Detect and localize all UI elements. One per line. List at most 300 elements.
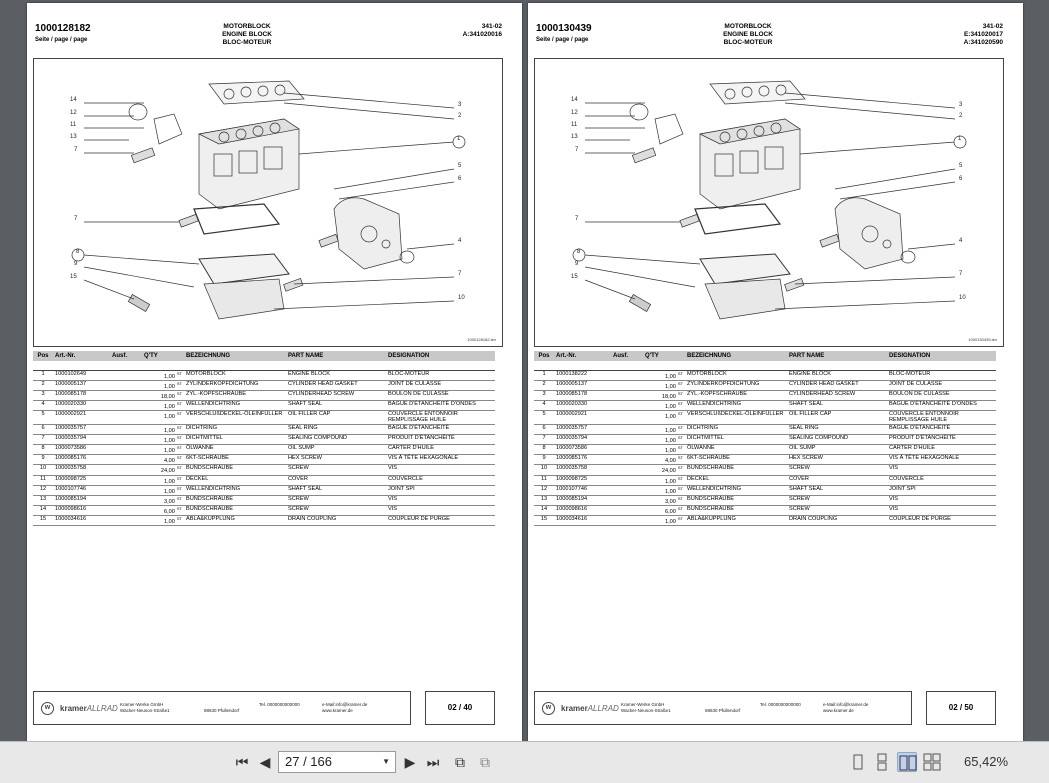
cell-designation xyxy=(887,465,996,475)
cell-designation-text: BOULON DE CULASSE xyxy=(889,390,950,397)
cell-part-name xyxy=(787,485,887,495)
viewer-toolbar xyxy=(0,741,1049,783)
cell-part-name xyxy=(787,370,887,380)
cell-qty xyxy=(643,380,685,390)
cell-designation-text: VIS xyxy=(388,505,398,512)
cell-designation-text: COUVERCLE ENTONNOIR REMPLISSAGE HUILE xyxy=(889,411,959,424)
cell-art-nr-text: 1000098616 xyxy=(556,505,588,512)
cell-qty xyxy=(643,516,685,526)
table-row xyxy=(534,495,996,505)
company-name: Kramer-Werke GmbH xyxy=(120,702,164,707)
cell-bezeichnung xyxy=(685,455,787,465)
cell-designation xyxy=(386,390,495,400)
cell-designation-text: JOINT SPI xyxy=(388,485,415,492)
cell-bezeichnung xyxy=(685,424,787,434)
table-row xyxy=(33,465,495,475)
cell-part-name xyxy=(787,505,887,515)
cell-bezeichnung-text: WELLENDICHTRING xyxy=(687,485,742,492)
table-row xyxy=(534,390,996,400)
drawing-reference: 1000128182.tex xyxy=(467,337,496,342)
cell-designation-text: BAGUE D'ÉTANCHÉITÉ xyxy=(889,424,951,431)
cell-unit: ST xyxy=(176,445,182,451)
col-ausf: Ausf. xyxy=(110,351,142,361)
cell-pos-text: 5 xyxy=(542,411,546,418)
cell-ausf xyxy=(611,445,643,455)
cell-designation-text: COUVERCLE xyxy=(388,475,423,482)
cell-designation-text: VIS À TÊTE HEXAGONALE xyxy=(889,455,960,462)
cell-designation xyxy=(887,424,996,434)
cell-ausf xyxy=(110,424,142,434)
cell-designation-text: VIS À TÊTE HEXAGONALE xyxy=(388,455,459,462)
cell-bezeichnung xyxy=(184,400,286,410)
title-en: ENGINE BLOCK xyxy=(723,31,773,38)
cell-designation xyxy=(386,424,495,434)
cell-art-nr xyxy=(53,516,110,526)
cell-bezeichnung xyxy=(184,465,286,475)
page-number-box: 02 / 40 xyxy=(425,691,495,725)
cell-ausf xyxy=(110,390,142,400)
page-number-box: 02 / 50 xyxy=(926,691,996,725)
cell-qty xyxy=(142,380,184,390)
cell-part-name-text: COVER xyxy=(789,475,809,482)
cell-art-nr-text: 1000085194 xyxy=(556,495,588,502)
cell-pos xyxy=(534,424,554,434)
cell-designation-text: BLOC-MOTEUR xyxy=(388,370,430,377)
company-name: Kramer-Werke GmbH xyxy=(621,702,665,707)
cell-qty xyxy=(643,411,685,425)
cell-part-name-text: SEALING COMPOUND xyxy=(789,434,849,441)
cell-pos xyxy=(534,390,554,400)
title-en: ENGINE BLOCK xyxy=(222,31,272,38)
cell-ausf xyxy=(110,465,142,475)
cell-art-nr xyxy=(554,465,611,475)
cell-designation-text: PRODUIT D'ÉTANCHÉITÉ xyxy=(889,434,956,441)
rotate-right-icon[interactable]: ⧉ xyxy=(480,754,490,770)
cell-ausf xyxy=(611,516,643,526)
cell-qty-text: 4,00 xyxy=(664,458,676,465)
table-row xyxy=(534,424,996,434)
cell-bezeichnung xyxy=(685,390,787,400)
cell-unit: ST xyxy=(176,370,182,376)
cell-qty-text: 1,00 xyxy=(163,427,175,434)
cell-pos-text: 4 xyxy=(41,400,45,407)
cell-bezeichnung xyxy=(184,370,286,380)
brand-name xyxy=(60,704,118,713)
callout-label: 1 xyxy=(457,136,461,142)
callout-label: 4 xyxy=(959,238,963,244)
cell-part-name xyxy=(787,424,887,434)
cell-bezeichnung xyxy=(685,485,787,495)
cell-art-nr xyxy=(53,434,110,444)
cell-art-nr-text: 1000034616 xyxy=(556,516,588,523)
cell-unit: ST xyxy=(677,505,683,511)
callout-label: 10 xyxy=(959,295,966,301)
cell-unit: ST xyxy=(176,434,182,440)
cell-part-name-text: SCREW xyxy=(789,465,810,472)
cell-unit: ST xyxy=(677,495,683,501)
cell-art-nr xyxy=(53,370,110,380)
cell-unit: ST xyxy=(677,411,683,417)
cell-qty xyxy=(142,475,184,485)
cell-part-name-text: OIL FILLER CAP xyxy=(288,411,331,418)
single-page-view-icon[interactable] xyxy=(848,752,868,772)
cell-art-nr-text: 1000005137 xyxy=(556,380,588,387)
cell-designation xyxy=(386,495,495,505)
cell-bezeichnung-text: DICHTRING xyxy=(186,424,218,431)
cell-qty xyxy=(643,445,685,455)
cell-pos xyxy=(33,505,53,515)
cell-part-name-text: CYLINDER HEAD GASKET xyxy=(288,380,358,387)
col-designation: DESIGNATION xyxy=(386,351,495,361)
cell-pos xyxy=(534,485,554,495)
callout-label: 14 xyxy=(571,97,578,103)
cell-ausf xyxy=(611,370,643,380)
cell-art-nr xyxy=(554,475,611,485)
table-row xyxy=(33,485,495,495)
table-row xyxy=(534,411,996,425)
cell-part-name-text: ENGINE BLOCK xyxy=(288,370,330,377)
cell-designation xyxy=(386,370,495,380)
cell-designation-text: VIS xyxy=(889,505,899,512)
next-page-icon[interactable]: ▶ xyxy=(404,754,416,770)
cell-qty-text: 1,00 xyxy=(664,383,676,390)
cell-bezeichnung xyxy=(685,380,787,390)
table-row xyxy=(534,445,996,455)
cell-art-nr-text: 1000035757 xyxy=(556,424,588,431)
cell-part-name xyxy=(286,495,386,505)
cell-part-name xyxy=(787,465,887,475)
cell-qty-text: 24,00 xyxy=(160,468,175,475)
continuous-view-icon[interactable] xyxy=(872,752,892,772)
cell-part-name-text: CYLINDERHEAD SCREW xyxy=(789,390,856,397)
callout-label: 7 xyxy=(458,271,462,277)
callout-label: 2 xyxy=(959,113,963,119)
cell-unit: ST xyxy=(176,390,182,396)
cell-qty-text: 18,00 xyxy=(661,393,676,400)
cell-pos-text: 8 xyxy=(542,445,546,452)
cell-designation xyxy=(887,516,996,526)
cell-art-nr-text: 1000098616 xyxy=(55,505,87,512)
cell-bezeichnung xyxy=(184,455,286,465)
cell-part-name-text: DRAIN COUPLING xyxy=(789,516,838,523)
ref-group: 341-02 xyxy=(481,23,502,30)
cell-unit: ST xyxy=(677,380,683,386)
cell-pos xyxy=(534,445,554,455)
cell-ausf xyxy=(611,411,643,425)
cell-bezeichnung-text: DICHTMITTEL xyxy=(687,434,724,441)
cell-designation xyxy=(887,370,996,380)
table-row xyxy=(33,475,495,485)
cell-designation xyxy=(386,485,495,495)
cell-pos xyxy=(33,485,53,495)
cell-bezeichnung-text: WELLENDICHTRING xyxy=(186,400,241,407)
callout-label: 15 xyxy=(571,274,578,280)
cell-pos-text: 8 xyxy=(41,445,45,452)
cell-qty xyxy=(142,485,184,495)
callout-label: 12 xyxy=(571,110,578,116)
cell-qty xyxy=(142,411,184,425)
cell-unit: ST xyxy=(176,495,182,501)
cell-qty xyxy=(643,495,685,505)
cell-bezeichnung-text: ZYL.-KOPFSCHRAUBE xyxy=(186,390,246,397)
col-pos: Pos xyxy=(33,351,53,361)
cell-part-name-text: SCREW xyxy=(789,505,810,512)
cell-designation-text: VIS xyxy=(388,495,398,502)
cell-bezeichnung xyxy=(184,495,286,505)
rotate-left-icon[interactable]: ⧉ xyxy=(455,754,465,770)
cell-art-nr xyxy=(53,495,110,505)
callout-label: 10 xyxy=(458,295,465,301)
cell-pos-text: 3 xyxy=(41,390,45,397)
table-row xyxy=(33,380,495,390)
cell-bezeichnung xyxy=(685,400,787,410)
kramer-logo-icon: w xyxy=(41,702,54,715)
page-number-value: 27 / 166 xyxy=(285,754,332,769)
cell-pos xyxy=(534,475,554,485)
cell-designation-text: BAGUE D'ÉTANCHÉITÉ xyxy=(388,424,450,431)
cell-art-nr-text: 1000102649 xyxy=(55,370,87,377)
cell-part-name-text: DRAIN COUPLING xyxy=(288,516,337,523)
cell-unit: ST xyxy=(176,485,182,491)
cell-art-nr xyxy=(53,465,110,475)
cell-pos xyxy=(534,370,554,380)
cell-pos xyxy=(534,465,554,475)
cell-pos-text: 13 xyxy=(39,495,47,502)
cell-ausf xyxy=(110,455,142,465)
col-ausf: Ausf. xyxy=(611,351,643,361)
cell-part-name-text: SHAFT SEAL xyxy=(288,485,323,492)
cell-bezeichnung-text: MOTORBLOCK xyxy=(186,370,226,377)
cell-pos-text: 2 xyxy=(41,380,45,387)
cell-art-nr xyxy=(53,380,110,390)
cell-bezeichnung-text: 6KT-SCHRAUBE xyxy=(186,455,229,462)
parts-table xyxy=(33,351,495,526)
title-fr: BLOC-MOTEUR xyxy=(723,39,773,46)
callout-label: 7 xyxy=(74,147,78,153)
cell-designation-text: COUVERCLE xyxy=(889,475,924,482)
cell-pos-text: 11 xyxy=(40,475,46,482)
cell-unit: ST xyxy=(677,455,683,461)
col-part-name: PART NAME xyxy=(286,351,386,361)
col-bezeichnung: BEZEICHNUNG xyxy=(184,351,286,361)
cell-qty xyxy=(142,516,184,526)
cell-designation xyxy=(887,445,996,455)
cell-part-name-text: SCREW xyxy=(288,465,309,472)
last-page-icon[interactable]: ⏭ xyxy=(426,754,440,770)
cell-part-name xyxy=(286,400,386,410)
cell-art-nr xyxy=(53,475,110,485)
cell-art-nr-text: 1000085178 xyxy=(556,390,588,397)
cell-bezeichnung xyxy=(184,434,286,444)
cell-pos-text: 4 xyxy=(542,400,546,407)
cell-bezeichnung xyxy=(184,390,286,400)
cell-pos-text: 7 xyxy=(41,434,45,441)
cell-bezeichnung-text: ABLA&KUPPLUNG xyxy=(687,516,736,523)
cell-qty xyxy=(142,495,184,505)
cell-part-name-text: SEAL RING xyxy=(789,424,819,431)
brand-name xyxy=(561,704,619,713)
cell-ausf xyxy=(611,424,643,434)
table-row xyxy=(33,455,495,465)
company-web: www.kramer.de xyxy=(823,708,854,713)
cell-art-nr-text: 1000073586 xyxy=(55,445,87,452)
cell-qty xyxy=(142,465,184,475)
cell-bezeichnung xyxy=(685,445,787,455)
callout-label: 15 xyxy=(70,274,77,280)
cell-art-nr xyxy=(53,485,110,495)
cell-part-name xyxy=(286,455,386,465)
cell-bezeichnung-text: DECKEL xyxy=(186,475,209,482)
cell-designation xyxy=(386,516,495,526)
cell-pos xyxy=(534,380,554,390)
cell-designation-text: COUPLEUR DE PURGE xyxy=(889,516,951,523)
cell-art-nr xyxy=(53,411,110,425)
table-row xyxy=(33,424,495,434)
cell-qty xyxy=(643,465,685,475)
cell-designation xyxy=(386,380,495,390)
table-row xyxy=(33,445,495,455)
page-footer xyxy=(33,691,411,725)
cell-bezeichnung-text: BUNDSCHRAUBE xyxy=(687,495,734,502)
cell-ausf xyxy=(611,475,643,485)
col-qty: Q'TY xyxy=(643,351,685,361)
cell-part-name-text: SHAFT SEAL xyxy=(789,485,824,492)
cell-part-name xyxy=(286,380,386,390)
cell-designation-text: VIS xyxy=(889,465,899,472)
table-row xyxy=(534,516,996,526)
cell-art-nr-text: 1000085176 xyxy=(556,455,588,462)
col-designation: DESIGNATION xyxy=(887,351,996,361)
cell-unit: ST xyxy=(677,445,683,451)
cell-pos-text: 9 xyxy=(542,455,546,462)
callout-label: 9 xyxy=(575,261,579,267)
cell-designation xyxy=(386,411,495,425)
cell-designation xyxy=(386,505,495,515)
cell-qty xyxy=(142,390,184,400)
cell-unit: ST xyxy=(176,400,182,406)
cell-bezeichnung-text: BUNDSCHRAUBE xyxy=(186,505,233,512)
cell-unit: ST xyxy=(176,505,182,511)
cell-pos xyxy=(534,516,554,526)
cell-bezeichnung xyxy=(685,505,787,515)
parts-table xyxy=(534,351,996,526)
cell-qty xyxy=(142,455,184,465)
page-footer xyxy=(534,691,912,725)
cell-art-nr-text: 1000085176 xyxy=(55,455,87,462)
cell-qty-text: 1,00 xyxy=(163,413,175,420)
cell-bezeichnung xyxy=(184,424,286,434)
cell-qty-text: 1,00 xyxy=(664,478,676,485)
two-page-continuous-icon[interactable] xyxy=(922,752,942,772)
table-row xyxy=(33,495,495,505)
cell-art-nr xyxy=(53,400,110,410)
cell-art-nr-text: 1000035757 xyxy=(55,424,87,431)
cell-designation xyxy=(386,455,495,465)
cell-qty xyxy=(643,424,685,434)
cell-bezeichnung-text: VERSCHLUßDECKEL-ÖLEINFÜLLER xyxy=(687,411,784,418)
cell-ausf xyxy=(611,485,643,495)
table-spacer-row xyxy=(534,361,996,370)
cell-art-nr-text: 1000020330 xyxy=(556,400,588,407)
cell-bezeichnung xyxy=(184,485,286,495)
cell-part-name-text: SCREW xyxy=(789,495,810,502)
cell-art-nr xyxy=(554,411,611,425)
company-web: www.kramer.de xyxy=(322,708,353,713)
cell-part-name xyxy=(787,434,887,444)
parts-table-body xyxy=(33,361,495,526)
cell-bezeichnung-text: ZYLINDERKOPFDICHTUNG xyxy=(687,380,760,387)
table-row xyxy=(33,370,495,380)
cell-art-nr xyxy=(554,505,611,515)
callout-label: 4 xyxy=(458,238,462,244)
company-tel: Tel. 0000000000000 xyxy=(259,702,300,707)
cell-qty-text: 6,00 xyxy=(664,508,676,515)
callout-label: 3 xyxy=(458,102,462,108)
col-bezeichnung: BEZEICHNUNG xyxy=(685,351,787,361)
cell-part-name xyxy=(787,455,887,465)
cell-art-nr xyxy=(554,455,611,465)
cell-part-name-text: COVER xyxy=(288,475,308,482)
cell-qty-text: 1,00 xyxy=(664,427,676,434)
prev-page-icon[interactable]: ◀ xyxy=(259,754,271,770)
brand-sub: ALLRAD xyxy=(587,704,619,713)
cell-part-name xyxy=(286,465,386,475)
cell-art-nr xyxy=(554,434,611,444)
cell-qty xyxy=(142,445,184,455)
cell-bezeichnung-text: BUNDSCHRAUBE xyxy=(186,465,233,472)
cell-ausf xyxy=(611,400,643,410)
callout-label: 6 xyxy=(959,176,963,182)
cell-bezeichnung-text: MOTORBLOCK xyxy=(687,370,727,377)
cell-art-nr-text: 1000107746 xyxy=(55,485,87,492)
chevron-down-icon[interactable]: ▼ xyxy=(382,757,390,766)
table-row xyxy=(33,434,495,444)
first-page-icon[interactable]: ⏮ xyxy=(235,754,249,770)
cell-qty xyxy=(643,434,685,444)
col-qty: Q'TY xyxy=(142,351,184,361)
cell-unit: ST xyxy=(677,400,683,406)
cell-qty xyxy=(643,455,685,465)
cell-qty-text: 1,00 xyxy=(664,437,676,444)
cell-art-nr-text: 1000020330 xyxy=(55,400,87,407)
cell-art-nr-text: 1000098725 xyxy=(55,475,87,482)
cell-bezeichnung-text: VERSCHLUßDECKEL-ÖLEINFÜLLER xyxy=(186,411,283,418)
cell-part-name xyxy=(286,434,386,444)
exploded-view-drawing xyxy=(33,58,503,347)
cell-ausf xyxy=(110,516,142,526)
table-row xyxy=(33,516,495,526)
zoom-level[interactable]: 65,42% xyxy=(964,754,1009,769)
cell-art-nr xyxy=(53,390,110,400)
pdf-page-right xyxy=(528,3,1023,741)
cell-art-nr-text: 1000035758 xyxy=(556,465,588,472)
cell-pos-text: 6 xyxy=(41,424,45,431)
cell-part-name xyxy=(286,424,386,434)
cell-designation-text: COUVERCLE ENTONNOIR REMPLISSAGE HUILE xyxy=(388,411,458,424)
two-page-view-icon[interactable] xyxy=(897,752,917,772)
brand-main: kramer xyxy=(60,704,87,713)
cell-pos-text: 3 xyxy=(542,390,546,397)
cell-part-name xyxy=(787,445,887,455)
cell-bezeichnung xyxy=(685,434,787,444)
cell-art-nr xyxy=(554,516,611,526)
cell-pos xyxy=(534,455,554,465)
cell-pos xyxy=(33,455,53,465)
cell-designation xyxy=(887,380,996,390)
cell-pos xyxy=(33,411,53,425)
page-number-input[interactable] xyxy=(278,751,396,773)
cell-unit: ST xyxy=(176,411,182,417)
